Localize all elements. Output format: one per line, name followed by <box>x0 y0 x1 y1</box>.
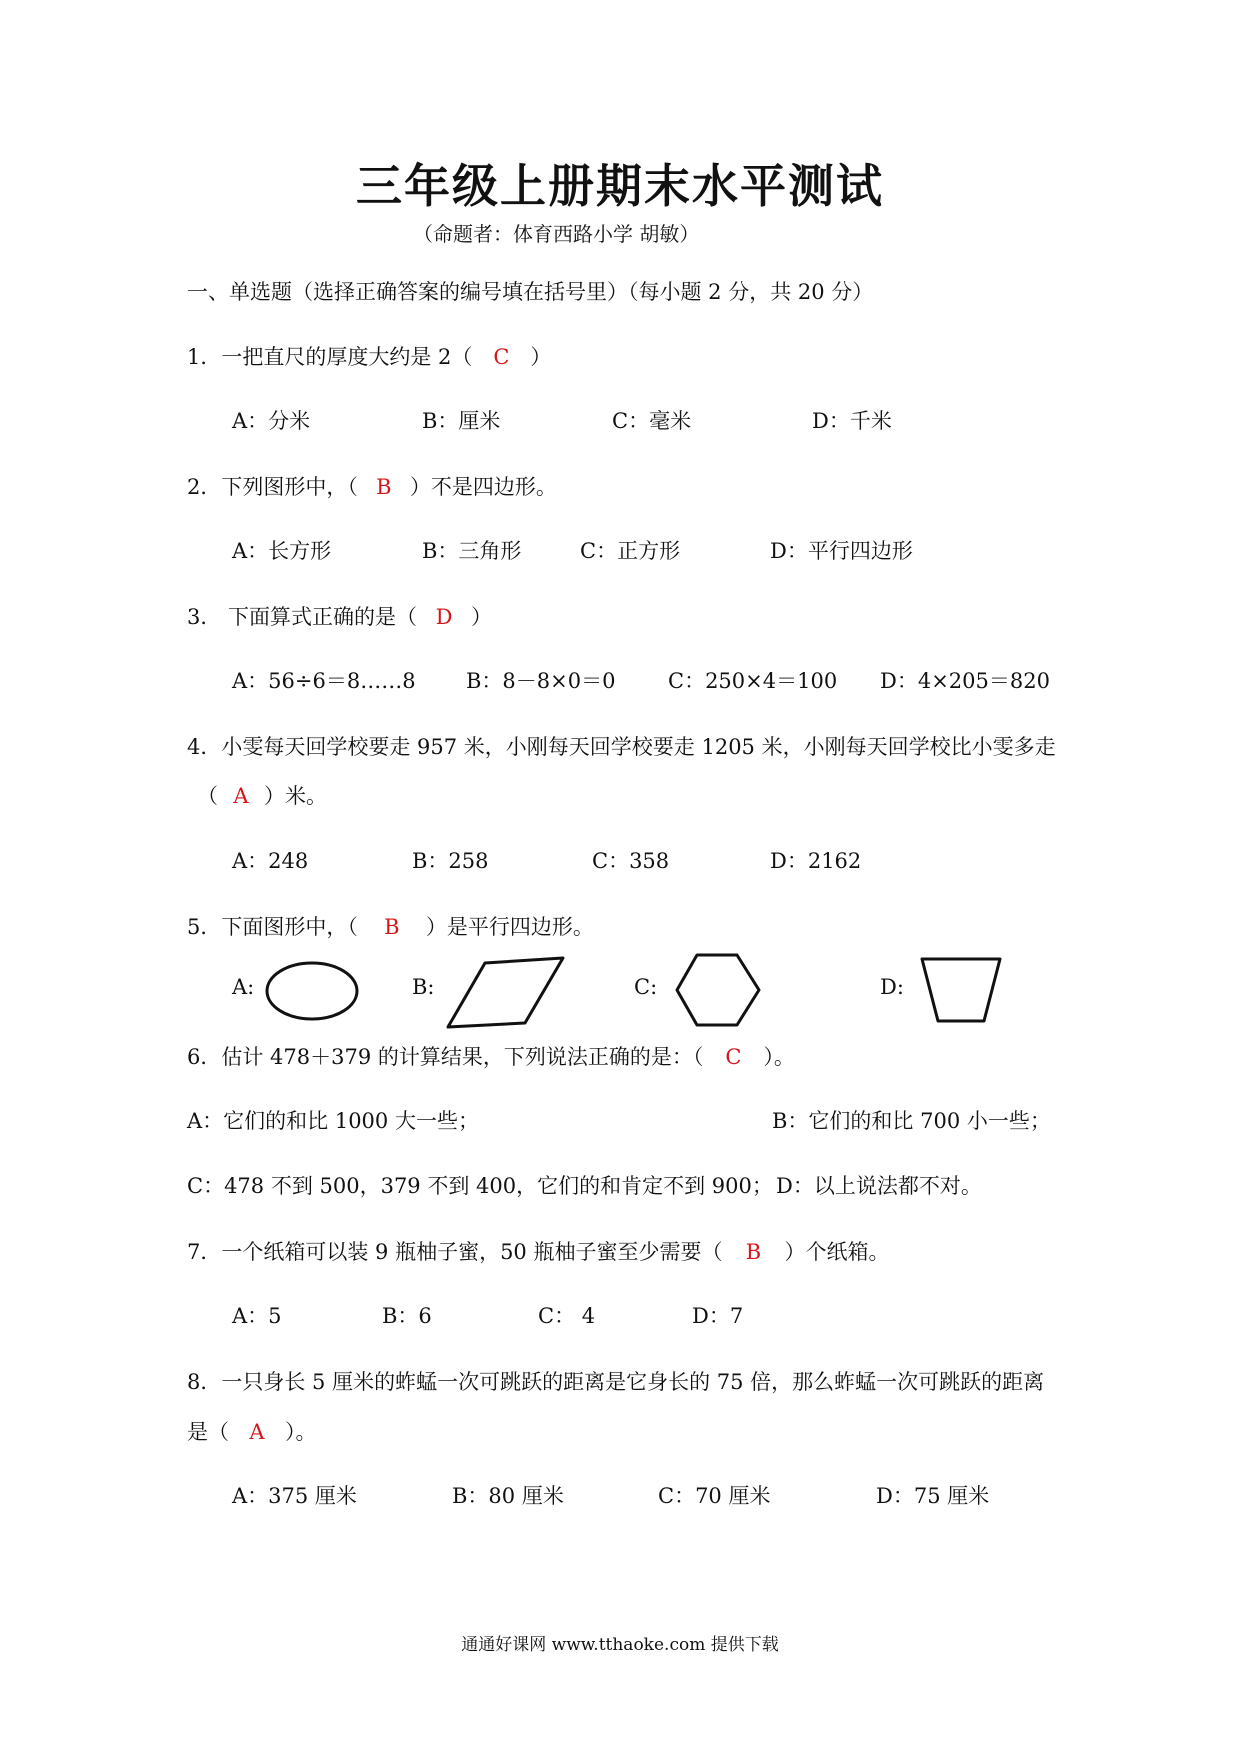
option-4d: D：2162 <box>770 849 862 873</box>
answer-4: A <box>233 784 249 808</box>
option-1d: D：千米 <box>812 409 892 433</box>
question-1-end: ） <box>530 345 552 369</box>
option-6c: C：478 不到 500，379 不到 400，它们的和肯定不到 900； <box>187 1174 773 1198</box>
question-7 <box>187 1236 889 1266</box>
option-7a: A：5 <box>232 1304 282 1328</box>
question-8-line-1: 8．一只身长 5 厘米的蚱蜢一次可跳跃的距离是它身长的 75 倍，那么蚱蜢一次可跳跃的距离 <box>187 1370 1045 1394</box>
answer-3: D <box>435 605 453 629</box>
option-1c: C：毫米 <box>612 409 692 433</box>
question-4 <box>197 780 327 810</box>
question-2 <box>187 471 557 501</box>
answer-6: C <box>725 1045 742 1069</box>
option-8a: A：375 厘米 <box>232 1484 357 1508</box>
question-5-stem: 5．下面图形中，（ <box>187 915 358 939</box>
ellipse-shape <box>262 958 362 1024</box>
option-3b: B：8－8×0＝0 <box>466 669 616 693</box>
question-6-stem: 6．估计 478＋379 的计算结果，下列说法正确的是：（ <box>187 1045 704 1069</box>
question-3 <box>187 601 492 631</box>
answer-2: B <box>376 475 392 499</box>
option-8c: C：70 厘米 <box>658 1484 771 1508</box>
option-6a: A：它们的和比 1000 大一些； <box>187 1109 479 1133</box>
option-1a: A：分米 <box>232 409 311 433</box>
option-1b: B：厘米 <box>422 409 501 433</box>
parallelogram-shape <box>445 955 565 1030</box>
option-6d: D：以上说法都不对。 <box>776 1174 982 1198</box>
answer-5: B <box>384 915 400 939</box>
option-2b: B：三角形 <box>422 539 522 563</box>
question-8 <box>187 1416 317 1446</box>
question-3-end: ） <box>471 605 493 629</box>
option-3c: C：250×4＝100 <box>668 669 838 693</box>
option-2d: D：平行四边形 <box>770 539 913 563</box>
question-4-end: ）米。 <box>264 784 327 808</box>
page-title: 三年级上册期末水平测试 <box>356 159 884 213</box>
option-5d-label: D: <box>880 975 904 999</box>
option-3d: D：4×205＝820 <box>880 669 1050 693</box>
hexagon-shape <box>675 952 765 1028</box>
question-5-end: ）是平行四边形。 <box>425 915 594 939</box>
question-8-end: ）。 <box>285 1420 317 1444</box>
question-6 <box>187 1041 795 1071</box>
answer-8: A <box>249 1420 265 1444</box>
question-4-line-1: 4．小雯每天回学校要走 957 米，小刚每天回学校要走 1205 米，小刚每天回学校比小雯多走 <box>187 735 1056 759</box>
option-8b: B：80 厘米 <box>452 1484 564 1508</box>
option-3a: A：56÷6＝8……8 <box>232 669 416 693</box>
question-5 <box>187 911 594 941</box>
option-8d: D：75 厘米 <box>876 1484 990 1508</box>
trapezoid-shape <box>920 955 1002 1025</box>
question-6-end: ）。 <box>763 1045 795 1069</box>
section-heading: 一、单选题（选择正确答案的编号填在括号里）（每小题 2 分，共 20 分） <box>187 280 874 304</box>
option-2a: A：长方形 <box>232 539 332 563</box>
question-8-stem: 是（ <box>187 1420 229 1444</box>
option-5b-label: B: <box>412 975 435 999</box>
author-line: （命题者：体育西路小学 胡敏） <box>413 222 700 246</box>
option-5a-label: A: <box>232 975 255 999</box>
question-3-stem: 3． 下面算式正确的是（ <box>187 605 418 629</box>
option-4a: A：248 <box>232 849 309 873</box>
question-2-end: ）不是四边形。 <box>409 475 557 499</box>
question-2-stem: 2．下列图形中，（ <box>187 475 358 499</box>
option-5c-label: C: <box>634 975 658 999</box>
option-4b: B：258 <box>412 849 489 873</box>
answer-1: C <box>493 345 510 369</box>
question-7-end: ）个纸箱。 <box>784 1240 890 1264</box>
question-1-stem: 1．一把直尺的厚度大约是 2（ <box>187 345 473 369</box>
option-7c: C： 4 <box>538 1304 596 1328</box>
question-1 <box>187 341 551 371</box>
question-7-stem: 7．一个纸箱可以装 9 瓶柚子蜜，50 瓶柚子蜜至少需要（ <box>187 1240 723 1264</box>
option-7b: B：6 <box>382 1304 432 1328</box>
question-4-stem: （ <box>197 784 218 808</box>
option-6b: B：它们的和比 700 小一些； <box>772 1109 1051 1133</box>
option-2c: C：正方形 <box>580 539 681 563</box>
footer-source: 通通好课网 www.tthaoke.com 提供下载 <box>461 1635 779 1655</box>
option-4c: C：358 <box>592 849 670 873</box>
option-7d: D：7 <box>692 1304 744 1328</box>
answer-7: B <box>745 1240 762 1264</box>
